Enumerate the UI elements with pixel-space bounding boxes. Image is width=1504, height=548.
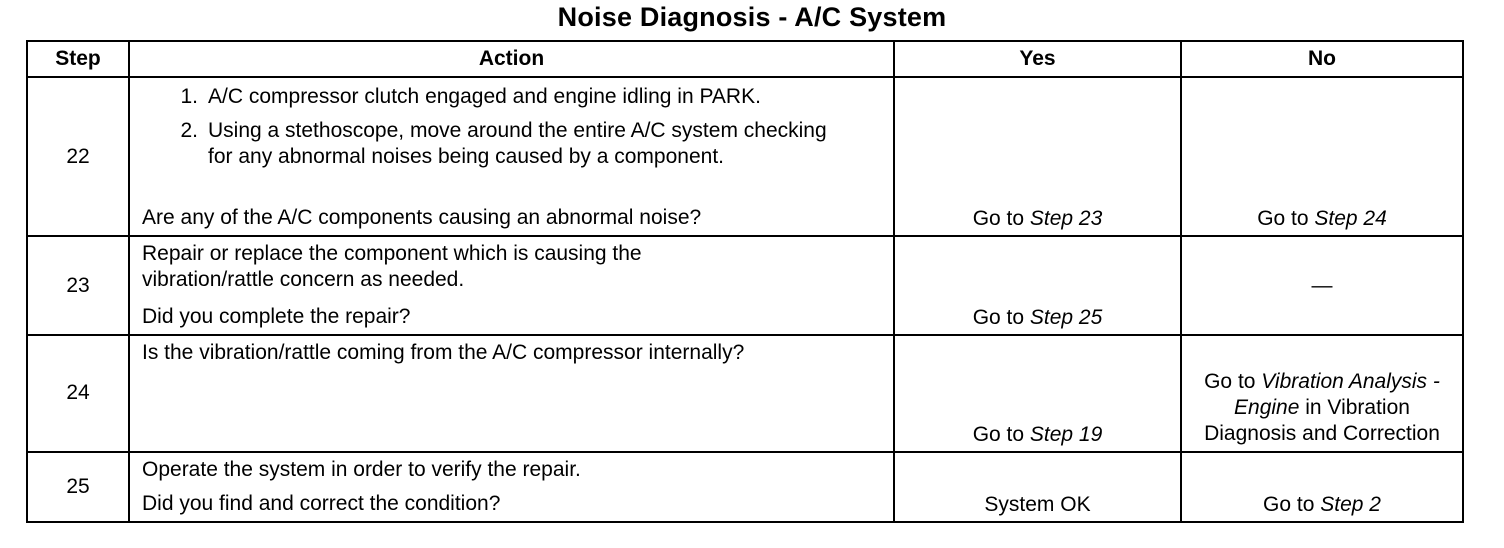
action-cell xyxy=(129,77,894,236)
yes-prefix: Go to xyxy=(972,207,1030,231)
step-number: 22 xyxy=(27,77,129,236)
header-step: Step xyxy=(27,41,129,77)
yes-step-link[interactable]: Step 23 xyxy=(1029,207,1103,231)
yes-prefix: Go to xyxy=(972,305,1030,329)
question-text: Did you find and correct the condition? xyxy=(142,492,501,515)
yes-cell xyxy=(894,335,1181,452)
action-cell xyxy=(129,335,894,452)
item-number: 2. xyxy=(180,119,198,143)
yes-prefix: Go to xyxy=(972,422,1030,446)
page-title: Noise Diagnosis - A/C System xyxy=(557,2,947,32)
item-text: A/C compressor clutch engaged and engine idling in PARK. xyxy=(208,85,761,109)
header-no: No xyxy=(1181,41,1463,77)
step-number: 24 xyxy=(27,335,129,452)
header-yes: Yes xyxy=(894,41,1181,77)
no-prefix: Go to xyxy=(1204,369,1262,393)
yes-text: System OK xyxy=(984,493,1091,516)
yes-cell xyxy=(894,236,1181,335)
question-text: Are any of the A/C components causing an abnormal noise? xyxy=(142,206,702,230)
no-cell xyxy=(1181,236,1463,335)
step-number: 25 xyxy=(27,452,129,522)
no-cell xyxy=(1181,452,1463,522)
no-cell xyxy=(1181,77,1463,236)
no-dash: — xyxy=(1311,273,1333,297)
no-reference-link[interactable]: Vibration Analysis - Engine xyxy=(1234,369,1440,419)
action-cell xyxy=(129,236,894,335)
action-cell xyxy=(129,452,894,522)
diagnosis-table xyxy=(26,40,1464,523)
no-step-link[interactable]: Step 2 xyxy=(1320,493,1381,516)
yes-step-link[interactable]: Step 19 xyxy=(1029,422,1103,446)
step-number: 23 xyxy=(27,236,129,335)
no-step-link[interactable]: Step 24 xyxy=(1314,207,1387,231)
table-row xyxy=(27,77,1463,236)
action-steps-list xyxy=(142,84,887,170)
list-item xyxy=(142,118,887,170)
yes-cell xyxy=(894,77,1181,236)
header-row xyxy=(27,41,1463,77)
no-cell xyxy=(1181,335,1463,452)
question-text: Is the vibration/rattle coming from the A/C compressor internally? xyxy=(142,340,745,364)
item-text: Using a stethoscope, move around the entire A/C system checking for any abnormal noises being caused by a component. xyxy=(208,119,827,169)
action-text: Repair or replace the component which is causing the vibration/rattle concern as needed. xyxy=(142,242,642,292)
yes-cell xyxy=(894,452,1181,522)
header-action: Action xyxy=(129,41,894,77)
no-prefix: Go to xyxy=(1257,207,1315,231)
table-row xyxy=(27,236,1463,335)
list-item xyxy=(142,84,887,110)
table-row xyxy=(27,452,1463,522)
yes-step-link[interactable]: Step 25 xyxy=(1029,305,1103,329)
action-text: Operate the system in order to verify the repair. xyxy=(142,457,581,481)
no-suffix: in Vibration Diagnosis and Correction xyxy=(1204,395,1440,445)
item-number: 1. xyxy=(180,85,198,109)
no-prefix: Go to xyxy=(1263,493,1321,516)
table-row xyxy=(27,335,1463,452)
question-text: Did you complete the repair? xyxy=(142,304,411,328)
